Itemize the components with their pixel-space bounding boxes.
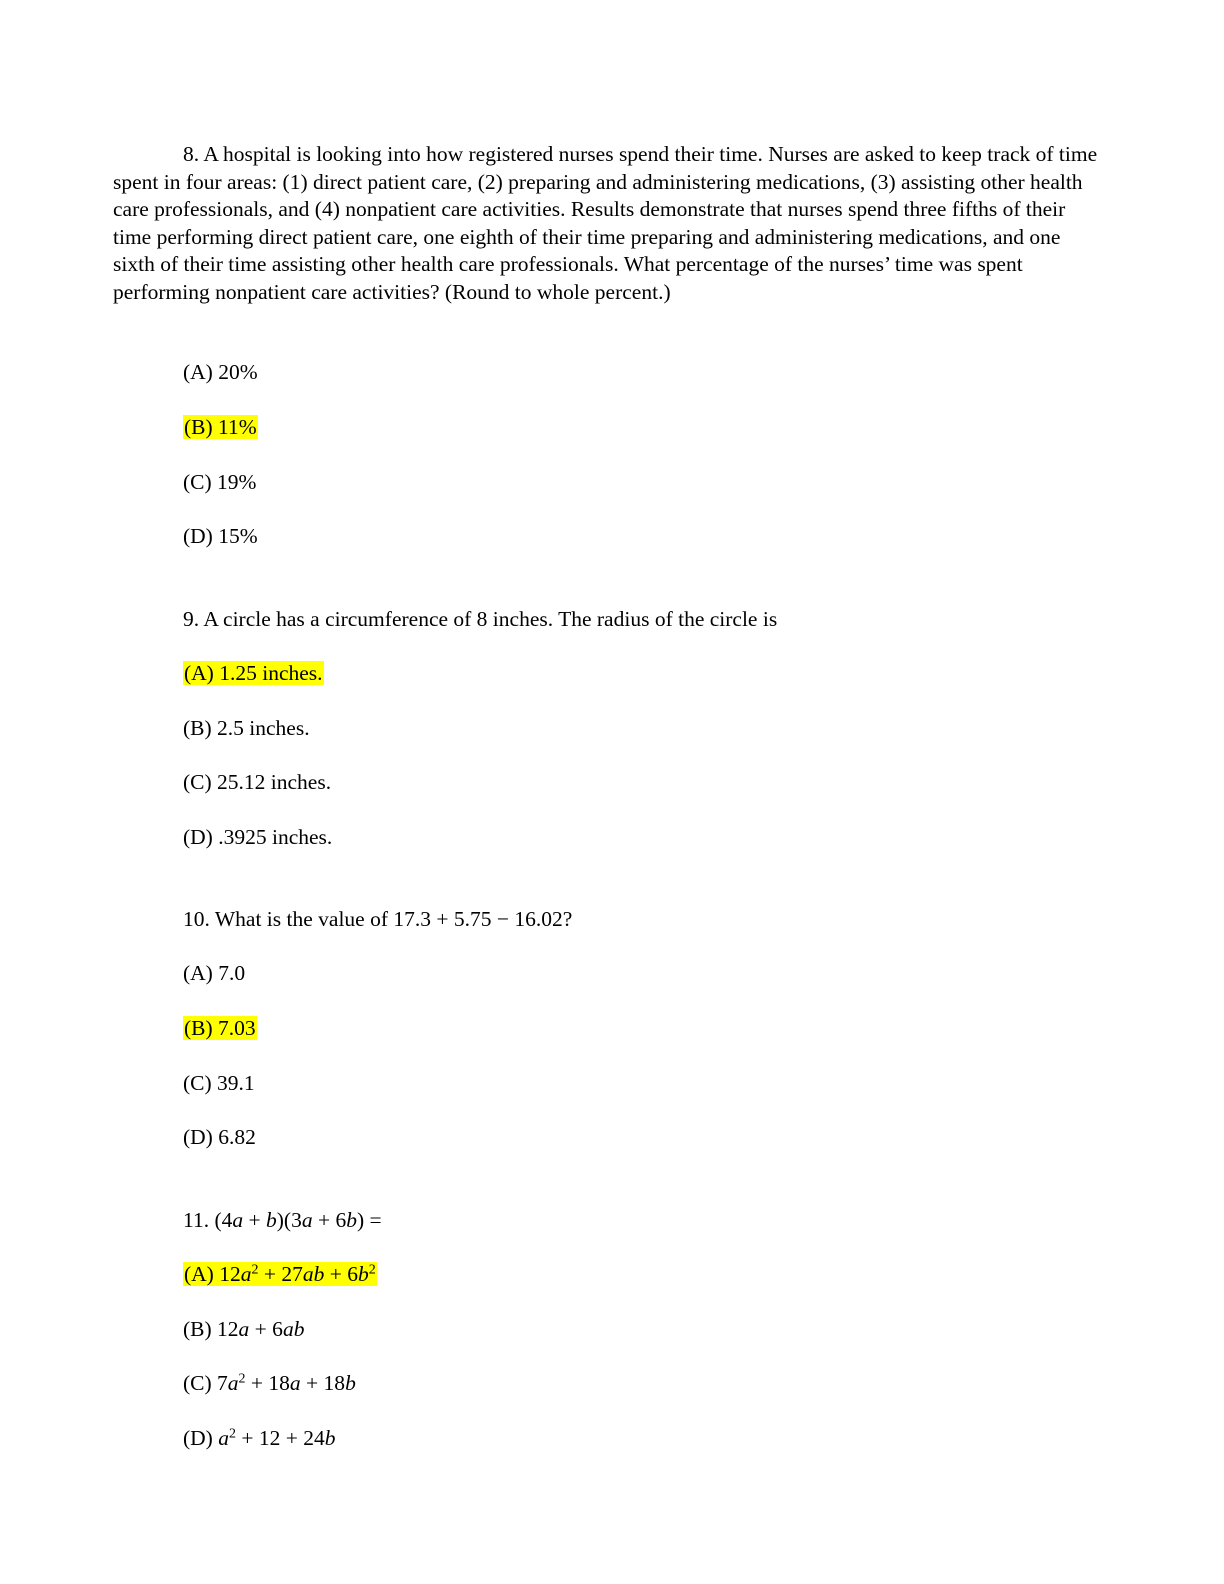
q9-option-c: (C) 25.12 inches.	[183, 770, 332, 794]
q9-option-b: (B) 2.5 inches.	[183, 716, 310, 740]
q11-option-d: (D) $a^2 + 12 + 24b$	[183, 1426, 336, 1450]
q11-option-b: (B) 12a + 6ab	[183, 1317, 305, 1341]
q8-option-c: (C) 19%	[183, 470, 257, 494]
q11-option-a	[183, 1261, 377, 1288]
q8-option-d: (D) 15%	[183, 524, 258, 548]
question-11-text: 11. (4a + b)(3a + 6b) =	[183, 1208, 382, 1232]
question-10-text: 10. What is the value of 17.3 + 5.75 − 16.02?	[183, 907, 573, 931]
question-9-text: 9. A circle has a circumference of 8 inches. The radius of the circle is	[183, 607, 778, 631]
q9-option-a-highlight: (A) 1.25 inches.	[184, 661, 323, 685]
q10-option-a: (A) 7.0	[183, 961, 246, 985]
q10-option-d: (D) 6.82	[183, 1125, 256, 1149]
q8-option-b-highlight: (B) 11%	[184, 415, 257, 439]
q11-option-c: (C) $7a^2 + 18a + 18b$	[183, 1371, 356, 1395]
q10-option-c: (C) 39.1	[183, 1071, 255, 1095]
q10-option-b	[183, 1015, 257, 1042]
q11-option-a-highlight: (A) $12a^2 + 27ab + 6b^2$	[184, 1262, 376, 1286]
q8-option-a: (A) 20%	[183, 360, 258, 384]
q9-option-a	[183, 660, 324, 687]
question-8-text: 8. A hospital is looking into how registered nurses spend their time. Nurses are asked to keep track of time spent in four areas: (1) direct patient care, (2) preparing and administering medications, (3) assisting other health care professionals, and (4) nonpatient care activities. Results demonstrate that nurses spend three fifths of their time performing direct patient care, one eighth of their time preparing and administering medications, and one sixth of their time assisting other health care professionals. What percentage of the nurses’ time was spent performing nonpatient care activities? (Round to whole percent.)	[113, 142, 1098, 304]
q9-option-d: (D) .3925 inches.	[183, 825, 333, 849]
q8-option-b	[183, 414, 258, 441]
q10-option-b-highlight: (B) 7.03	[184, 1016, 256, 1040]
